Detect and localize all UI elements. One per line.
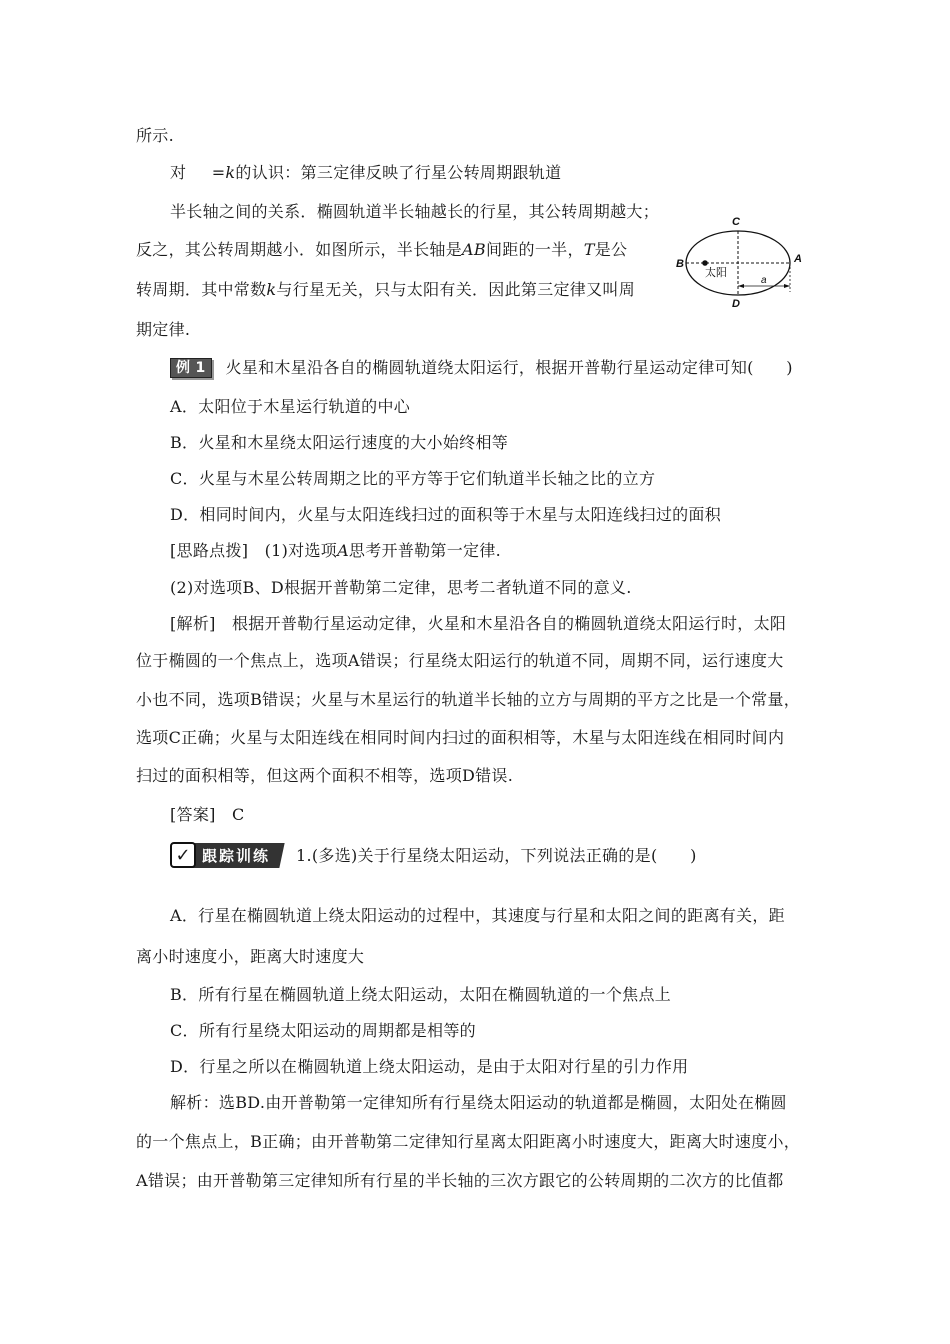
training-question: 1.(多选)关于行星绕太阳运动，下列说法正确的是( ) [296, 846, 697, 865]
answer-line: [答案] C [170, 805, 245, 824]
analysis-line: 选项C正确；火星与太阳连线在相同时间内扫过的面积相等，木星与太阳连线在相同时间内 [136, 728, 785, 747]
option-a: A．行星在椭圆轨道上绕太阳运动的过程中，其速度与行星和太阳之间的距离有关，距 [170, 906, 785, 925]
label-a: A [794, 253, 802, 265]
sun-label: 太阳 [705, 267, 727, 279]
text-line: 所示. [136, 126, 174, 145]
text-line: 半长轴之间的关系．椭圆轨道半长轴越长的行星，其公转周期越大； [170, 202, 660, 221]
semi-axis-arrow-left [738, 284, 744, 288]
option-d: D．相同时间内，火星与太阳连线扫过的面积等于木星与太阳连线扫过的面积 [170, 505, 722, 524]
training-title: 跟踪训练 [187, 843, 284, 868]
label-d: D [732, 298, 740, 310]
option-c: C．所有行星绕太阳运动的周期都是相等的 [170, 1021, 476, 1040]
option-d: D．行星之所以在椭圆轨道上绕太阳运动，是由于太阳对行星的引力作用 [170, 1057, 689, 1076]
text-line: 反之，其公转周期越小．如图所示，半长轴是AB间距的一半，T是公 [136, 240, 628, 259]
text-line: 转周期．其中常数k与行星无关，只与太阳有关．因此第三定律又叫周 [136, 280, 636, 299]
option-c: C．火星与木星公转周期之比的平方等于它们轨道半长轴之比的立方 [170, 469, 656, 488]
label-c: C [732, 216, 740, 228]
analysis-line: 扫过的面积相等，但这两个面积不相等，选项D错误. [136, 766, 514, 785]
solution-line: 的一个焦点上，B正确；由开普勒第二定律知行星离太阳距离小时速度大，距离大时速度小， [136, 1132, 801, 1151]
solution-line: 解析：选BD.由开普勒第一定律知所有行星绕太阳运动的轨道都是椭圆，太阳处在椭圆 [170, 1093, 787, 1112]
label-semi-axis: a [761, 275, 767, 286]
analysis-line: 小也不同，选项B错误；火星与木星运行的轨道半长轴的立方与周期的平方之比是一个常量， [136, 690, 801, 709]
option-b: B．所有行星在椭圆轨道上绕太阳运动，太阳在椭圆轨道的一个焦点上 [170, 985, 672, 1004]
analysis-line: [解析] 根据开普勒行星运动定律，火星和木星沿各自的椭圆轨道绕太阳运行时，太阳 [170, 614, 787, 633]
solution-line: A错误；由开普勒第三定律知所有行星的半长轴的三次方跟它的公转周期的二次方的比值都 [136, 1171, 784, 1190]
label-b: B [676, 258, 684, 270]
semi-axis-arrow-right [784, 284, 790, 288]
example-badge: 例 1 [170, 358, 212, 378]
hint-line: (2)对选项B、D根据开普勒第二定律，思考二者轨道不同的意义. [170, 578, 632, 597]
orbit-diagram [675, 210, 815, 310]
analysis-line: 位于椭圆的一个焦点上，选项A错误；行星绕太阳运行的轨道不同，周期不同，运行速度大 [136, 651, 784, 670]
option-b: B．火星和木星绕太阳运行速度的大小始终相等 [170, 433, 509, 452]
option-a-cont: 离小时速度小，距离大时速度大 [136, 947, 365, 966]
check-icon: ✓ [170, 842, 196, 868]
text-line: 期定律. [136, 320, 191, 339]
option-a: A．太阳位于木星运行轨道的中心 [170, 397, 411, 416]
training-banner [170, 843, 282, 867]
sun-dot [702, 260, 708, 266]
example-question: 例 1 火星和木星沿各自的椭圆轨道绕太阳运行，根据开普勒行星运动定律可知( ) [170, 358, 793, 378]
hint-line: [思路点拨] (1)对选项A思考开普勒第一定律. [170, 541, 502, 560]
text-line: 对 =k的认识：第三定律反映了行星公转周期跟轨道 [170, 163, 562, 182]
